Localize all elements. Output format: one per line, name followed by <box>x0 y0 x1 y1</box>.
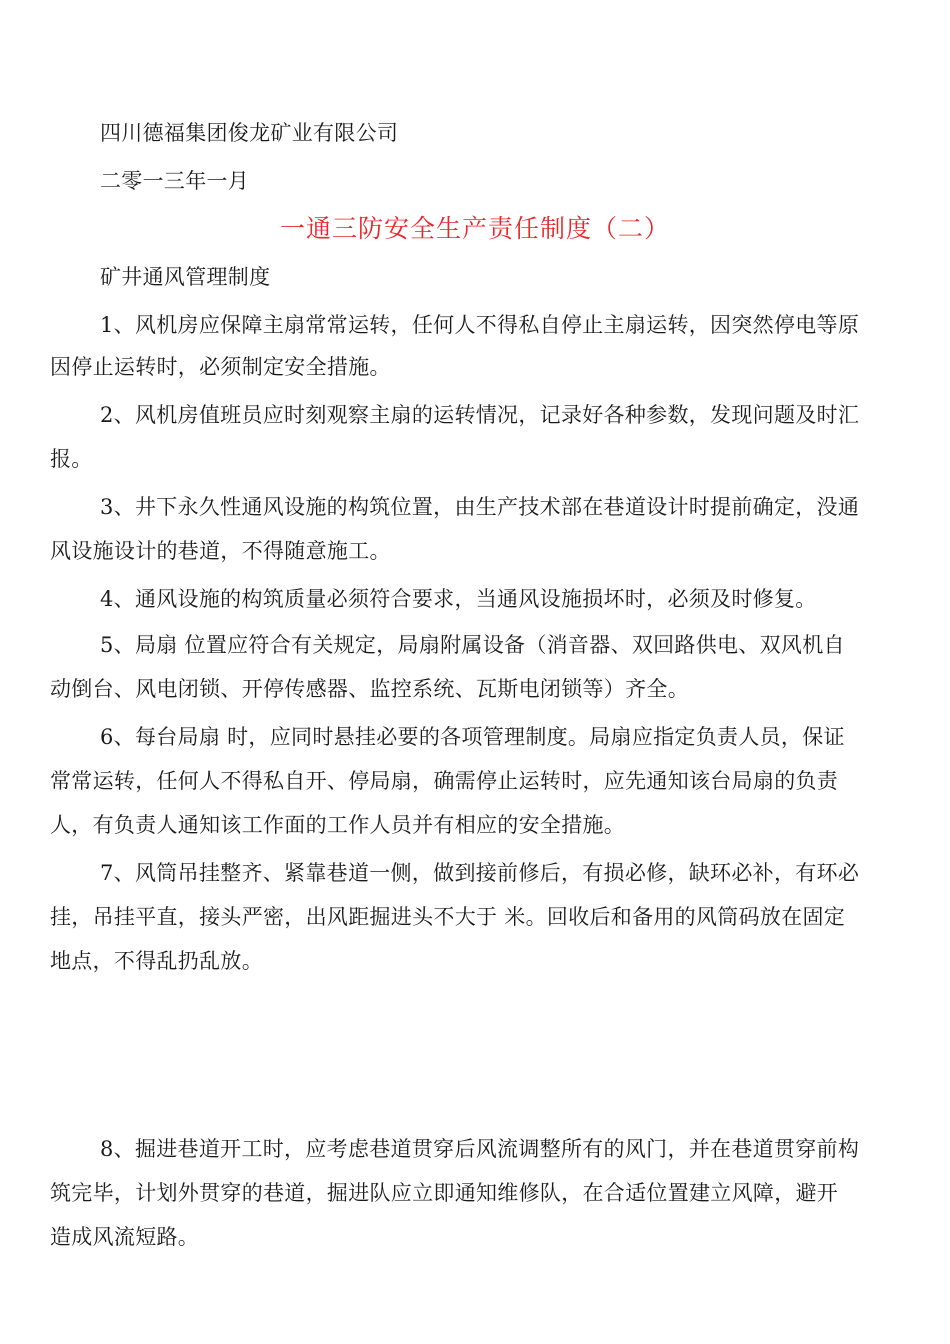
paragraph-line: 筑完毕，计划外贯穿的巷道，掘进队应立即通知维修队，在合适位置建立风障，避开 <box>50 1181 839 1205</box>
paragraph-line: 6、每台局扇 时，应同时悬挂必要的各项管理制度。局扇应指定负责人员，保证 <box>100 725 845 749</box>
paragraph-line: 5、局扇 位置应符合有关规定，局扇附属设备（消音器、双回路供电、双风机自 <box>100 633 845 657</box>
paragraph-line: 造成风流短路。 <box>50 1225 200 1249</box>
document-date: 二零一三年一月 <box>100 169 250 193</box>
paragraph-line: 风设施设计的巷道，不得随意施工。 <box>50 539 391 563</box>
paragraph-line: 4、通风设施的构筑质量必须符合要求，当通风设施损坏时，必须及时修复。 <box>100 587 817 611</box>
paragraph-line: 8、掘进巷道开工时，应考虑巷道贯穿后风流调整所有的风门，并在巷道贯穿前构 <box>100 1137 860 1161</box>
section-heading: 矿井通风管理制度 <box>100 265 271 289</box>
paragraph-line: 报。 <box>50 447 93 471</box>
paragraph-line: 1、风机房应保障主扇常常运转，任何人不得私自停止主扇运转，因突然停电等原 <box>100 313 860 337</box>
document-title: 一通三防安全生产责任制度（二） <box>279 214 670 243</box>
paragraph-line: 挂，吊挂平直，接头严密，出风距掘进头不大于 米。回收后和备用的风筒码放在固定 <box>50 905 846 929</box>
paragraph-line: 7、风筒吊挂整齐、紧靠巷道一侧，做到接前修后，有损必修，缺环必补，有环必 <box>100 861 860 885</box>
paragraph-line: 常常运转，任何人不得私自开、停局扇，确需停止运转时，应先通知该台局扇的负责 <box>50 769 839 793</box>
paragraph-line: 因停止运转时，必须制定安全措施。 <box>50 355 391 379</box>
paragraph-line: 动倒台、风电闭锁、开停传感器、监控系统、瓦斯电闭锁等）齐全。 <box>50 677 689 701</box>
company-name: 四川德福集团俊龙矿业有限公司 <box>100 121 399 145</box>
paragraph-line: 3、井下永久性通风设施的构筑位置，由生产技术部在巷道设计时提前确定，没通 <box>100 495 860 519</box>
paragraph-line: 2、风机房值班员应时刻观察主扇的运转情况，记录好各种参数，发现问题及时汇 <box>100 403 860 427</box>
paragraph-line: 地点，不得乱扔乱放。 <box>50 949 263 973</box>
paragraph-line: 人，有负责人通知该工作面的工作人员并有相应的安全措施。 <box>50 813 626 837</box>
